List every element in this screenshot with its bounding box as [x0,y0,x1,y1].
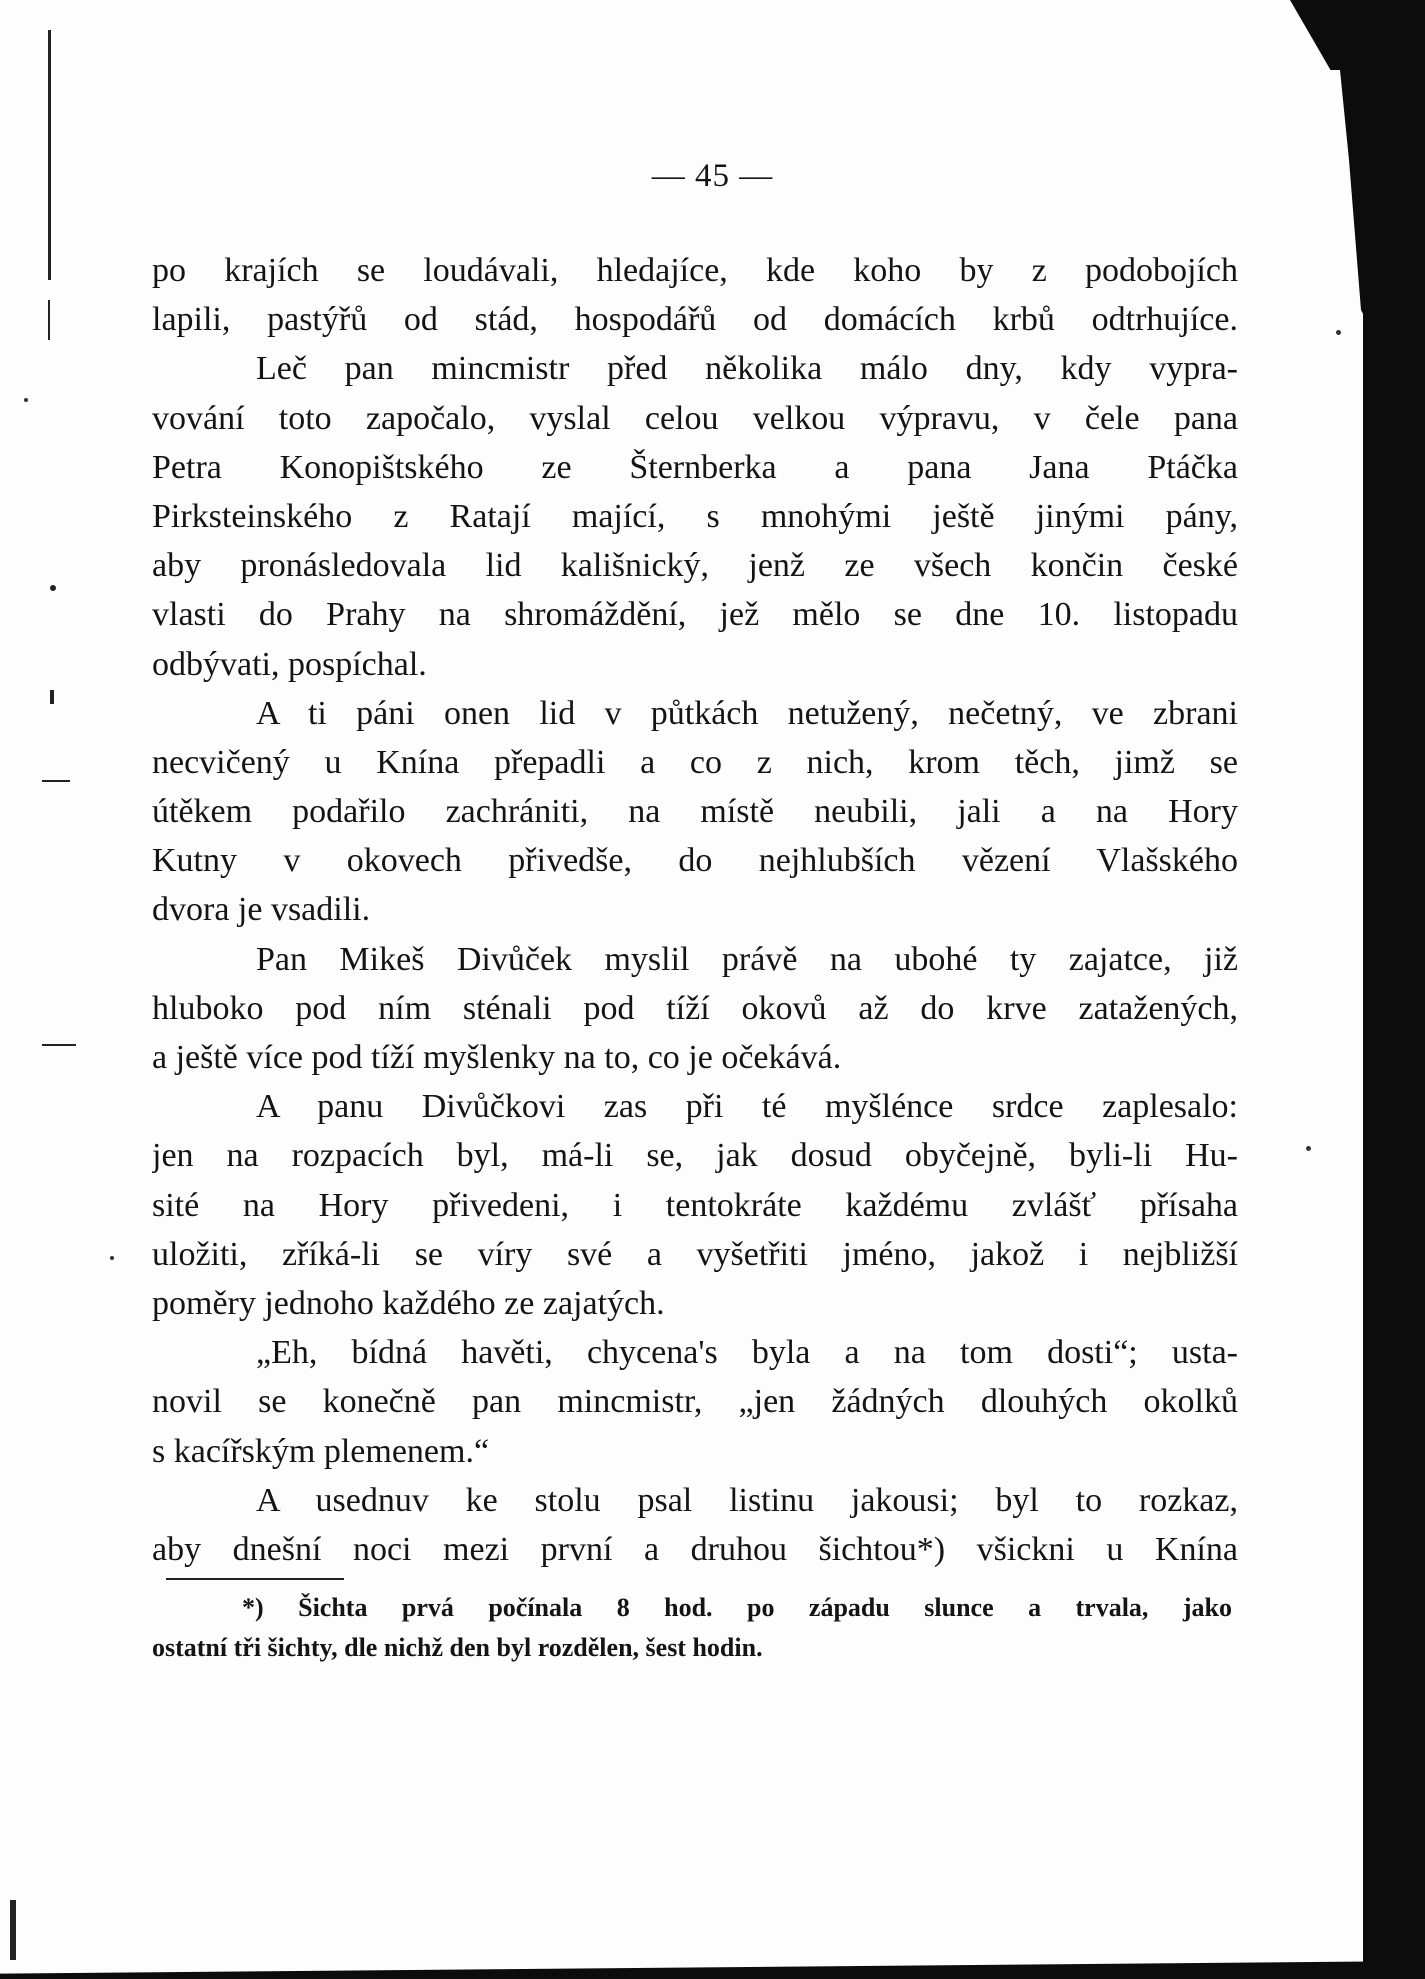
text-line: lapili, pastýřů od stád, hospodářů od domácích krbů odtrhujíce. [152,301,1238,339]
text-line: Pirksteinského z Ratají mající, s mnohými ještě jinými pány, [152,497,1238,535]
binding-mark [42,780,70,782]
binding-mark [42,1044,76,1046]
scan-speck [110,1256,114,1260]
text-line: poměry jednoho každého ze zajatých. [152,1284,665,1322]
text-line: Leč pan mincmistr před několika málo dny, kdy vypra- [256,350,1238,388]
text-line: novil se konečně pan mincmistr, „jen žádných dlouhých okolků [152,1383,1238,1421]
scan-speck [1306,1146,1311,1151]
footnote-line: *) Šichta prvá počínala 8 hod. po západu slunce a trvala, jako [242,1593,1232,1622]
text-line: uložiti, zříká-li se víry své a vyšetřiti jméno, jakož i nejbližší [152,1235,1238,1273]
binding-mark [50,585,56,591]
footnote [152,1588,1232,1668]
text-line: sité na Hory přivedeni, i tentokráte každému zvlášť přísaha [152,1186,1238,1224]
footnote-divider [166,1578,344,1580]
text-line: aby pronásledovala lid kališnický, jenž ze všech končin české [152,547,1238,585]
text-line: Kutny v okovech přivedše, do nejhlubších vězení Vlašského [152,842,1238,880]
text-line: A panu Divůčkovi zas při té myšlénce srdce zaplesalo: [256,1088,1238,1126]
text-line: vlasti do Prahy na shromáždění, jež mělo se dne 10. listopadu [152,596,1238,634]
text-line: Petra Konopištského ze Šternberka a pana Jana Ptáčka [152,448,1238,486]
text-line: po krajích se loudávali, hledajíce, kde koho by z podobojích [152,252,1238,289]
scan-speck [24,398,28,402]
text-line: jen na rozpacích byl, má-li se, jak dosud obyčejně, byli-li Hu- [152,1137,1238,1175]
page-number: — 45 — [651,158,774,194]
binding-line [48,30,51,280]
scan-edge-right [1363,0,1425,1979]
text-line: A ti páni onen lid v půtkách netužený, nečetný, ve zbrani [256,694,1238,732]
scan-edge-bottom [0,1961,1425,1979]
text-line: vování toto započalo, vyslal celou velkou výpravu, v čele pana [152,399,1238,437]
text-line: aby dnešní noci mezi první a druhou šichtou*) všickni u Knína [152,1530,1238,1568]
text-line: hluboko pod ním sténali pod tíží okovů až do krve zatažených, [152,989,1238,1027]
binding-mark [10,1900,16,1960]
text-line: s kacířským plemenem.“ [152,1432,490,1470]
binding-mark [50,690,54,704]
text-line: Pan Mikeš Divůček myslil právě na ubohé ty zajatce, již [256,940,1238,978]
text-line: necvičený u Knína přepadli a co z nich, krom těch, jimž se [152,743,1238,781]
text-line: odbývati, pospíchal. [152,645,427,683]
text-line: a ještě více pod tíží myšlenky na to, co je očekává. [152,1039,842,1076]
binding-line [48,300,50,340]
text-line: A usednuv ke stolu psal listinu jakousi; byl to rozkaz, [256,1481,1238,1519]
footnote-line: ostatní tři šichty, dle nichž den byl rozdělen, šest hodin. [152,1633,763,1662]
text-line: útěkem podařilo zachrániti, na místě neubili, jali a na Hory [152,793,1238,831]
body-text [152,246,1238,1574]
text-line: „Eh, bídná havěti, chycena's byla a na tom dosti“; usta- [256,1334,1238,1372]
scan-speck [1336,330,1341,335]
text-line: dvora je vsadili. [152,891,371,929]
